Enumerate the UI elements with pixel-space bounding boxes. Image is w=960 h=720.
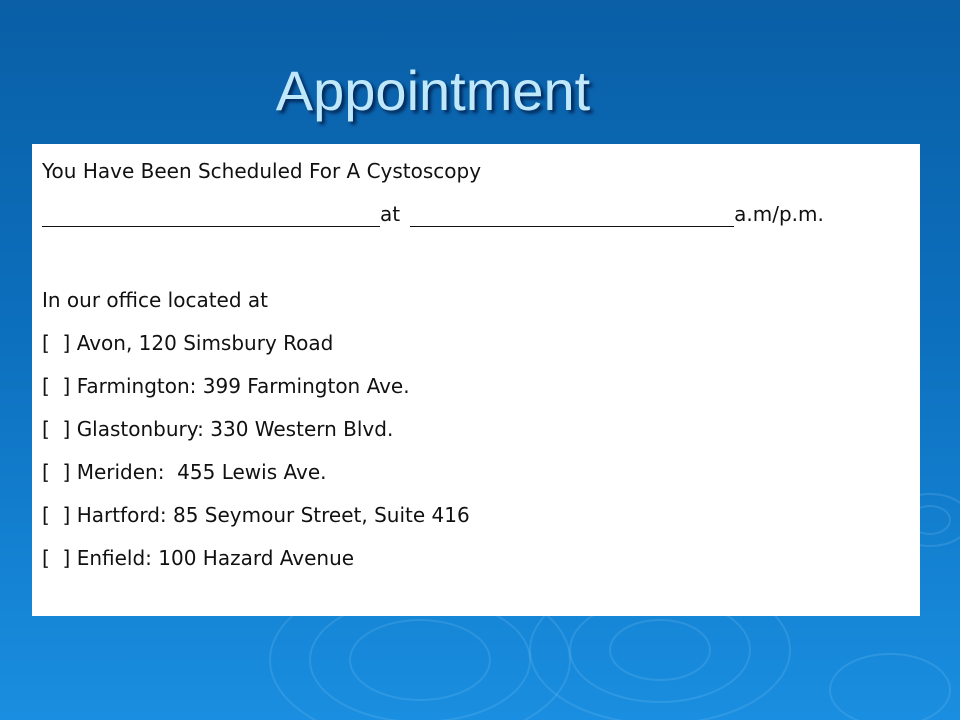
checkbox-marker[interactable]: [ ] <box>42 546 71 570</box>
location-label: Glastonbury: 330 Western Blvd. <box>76 417 394 441</box>
checkbox-marker[interactable]: [ ] <box>42 503 71 527</box>
time-blank-field[interactable] <box>410 200 734 227</box>
checkbox-marker[interactable]: [ ] <box>42 417 71 441</box>
checkbox-marker[interactable]: [ ] <box>42 331 71 355</box>
date-blank-field[interactable] <box>42 200 380 227</box>
date-time-line <box>42 193 910 236</box>
location-label: Avon, 120 Simsbury Road <box>76 331 334 355</box>
ampm-label: a.m/p.m. <box>734 202 824 226</box>
procedure-heading: You Have Been Scheduled For A Cystoscopy <box>42 159 482 183</box>
location-option[interactable] <box>42 408 910 451</box>
location-option[interactable] <box>42 494 910 537</box>
location-option[interactable] <box>42 365 910 408</box>
location-label: Hartford: 85 Seymour Street, Suite 416 <box>76 503 470 527</box>
spacer-line <box>42 236 910 279</box>
location-option[interactable] <box>42 322 910 365</box>
at-label: at <box>380 202 401 226</box>
slide-title: Appointment <box>275 59 591 122</box>
location-option[interactable] <box>42 537 910 580</box>
checkbox-marker[interactable]: [ ] <box>42 374 71 398</box>
office-intro: In our office located at <box>42 288 268 312</box>
location-label: Enfield: 100 Hazard Avenue <box>76 546 355 570</box>
location-option[interactable] <box>42 451 910 494</box>
location-label: Meriden: 455 Lewis Ave. <box>76 460 327 484</box>
appointment-card <box>32 144 920 616</box>
location-label: Farmington: 399 Farmington Ave. <box>76 374 410 398</box>
checkbox-marker[interactable]: [ ] <box>42 460 71 484</box>
